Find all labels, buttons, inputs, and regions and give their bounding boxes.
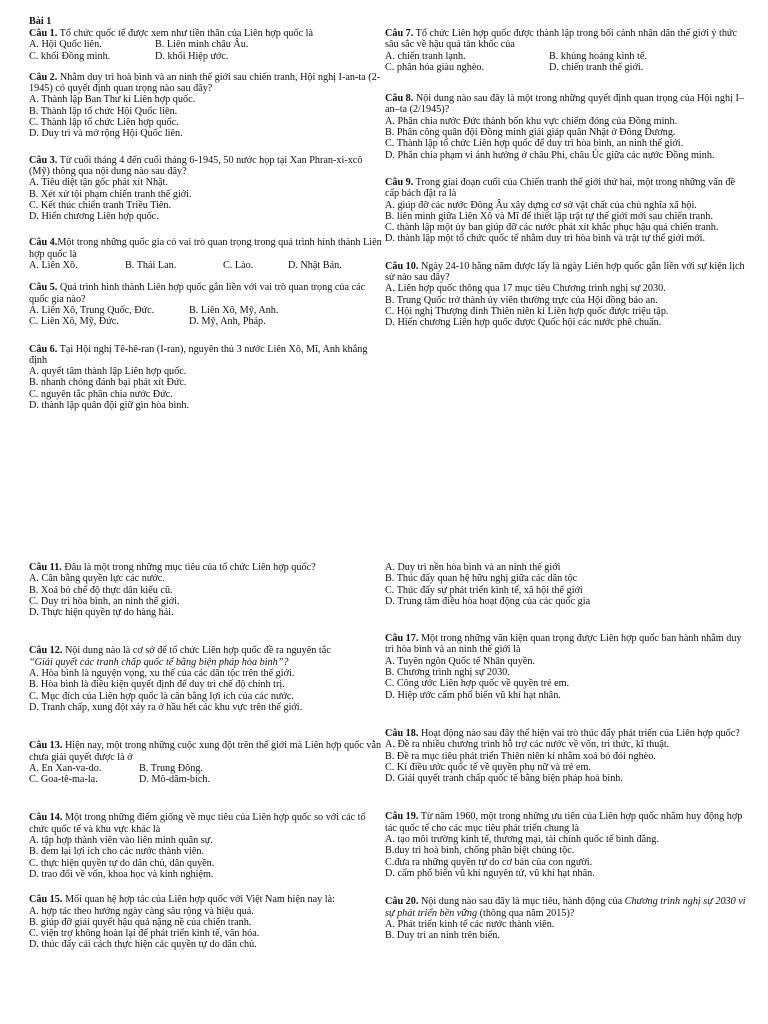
option-c[interactable]: C. Liên Xô, Mỹ, Đức. [29, 316, 119, 328]
question-stem: Tổ chức Liên hợp quốc được thành lập trong bối cảnh nhân dân thế giới ý thức sâu sắc về hậu quả tàn khốc của [385, 28, 737, 51]
option-b[interactable]: B. Liên Xô, Mỹ, Anh. [189, 304, 279, 316]
question-number: Câu 10. [385, 260, 419, 272]
option-d[interactable]: D. Mô-dăm-bích. [139, 774, 211, 786]
option-d[interactable]: D. khối Hiệp ước. [155, 50, 229, 62]
option-d[interactable]: D. thúc đẩy cải cách thực hiện các quyền tự do dân chủ. [29, 939, 257, 951]
option-c[interactable]: C. Kết thúc chiến tranh Triều Tiên. [29, 199, 172, 211]
option-b[interactable]: B. Thái Lan. [125, 260, 177, 272]
question-number: Câu 4. [29, 237, 58, 249]
option-a[interactable]: A. Tuyên ngôn Quốc tế Nhân quyền. [385, 655, 535, 667]
question-19 [385, 811, 750, 879]
option-d[interactable]: D. thành lập quân đội giữ gìn hòa bình. [29, 400, 190, 412]
option-a[interactable]: A. Tiêu diệt tận gốc phát xít Nhật. [29, 177, 168, 189]
option-a[interactable]: A. Phát triển kinh tế các nước thành viên. [385, 918, 555, 930]
option-b[interactable]: B. Trung Đông. [139, 762, 203, 774]
question-5 [29, 282, 384, 327]
question-11 [29, 562, 384, 618]
question-number: Câu 2. [29, 71, 58, 83]
question-stem: Tổ chức quốc tế được xem như tiền thân của Liên hợp quốc là [57, 28, 314, 39]
right-bottom-column [385, 562, 750, 941]
option-b[interactable]: B. Duy trì an ninh trên biển. [385, 930, 500, 942]
question-stem: Nội dung nào là cơ sở để tổ chức Liên hợp quốc đề ra nguyên tắc [62, 645, 331, 657]
option-a[interactable]: A. Liên hợp quốc thông qua 17 mục tiêu Chương trình nghị sự 2030. [385, 283, 666, 295]
option-a[interactable]: A. hợp tác theo hướng ngày càng sâu rộng và hiệu quả. [29, 905, 254, 917]
option-a[interactable]: A. Liên Xô. [29, 260, 78, 272]
question-7 [385, 28, 750, 73]
option-c[interactable]: C. thực hiện quyền tự do dân chủ, dân quyền. [29, 857, 215, 869]
question-stem: Ngày 24-10 hằng năm được lấy là ngày Liên hợp quốc gắn liền với sự kiện lịch sử nào sau đây? [385, 260, 745, 284]
option-c[interactable]: C. phân hóa giàu nghèo. [385, 61, 485, 73]
option-d[interactable]: D. Hiến chương Liên hợp quốc được Quốc hội các nước phê chuẩn. [385, 317, 662, 329]
option-d[interactable]: D. Tranh chấp, xung đột xảy ra ở hầu hết các khu vực trên thế giới. [29, 701, 303, 713]
question-17 [385, 633, 750, 701]
question-stem: Quá trình hình thành Liên hợp quốc gắn liền với vai trò quan trọng của các quốc gia nào? [29, 282, 366, 305]
question-13 [29, 740, 384, 785]
question-stem: Từ cuối tháng 4 đến cuối tháng 6-1945, 50 nước họp tại Xan Phran-xi-xcô (Mỹ) thông qua nội dung nào sau đây? [29, 154, 363, 177]
option-d[interactable]: D. Hiệp ước cấm phổ biến vũ khí hạt nhân. [385, 689, 561, 701]
question-stem: Một trong những quốc gia có vai trò quan trọng trong quá trình hình thành Liên hợp quốc là [29, 237, 382, 260]
option-b[interactable]: B. Trung Quốc trở thành ủy viên thường trực của Hội đồng bảo an. [385, 294, 658, 306]
option-c[interactable]: C. thành lập một ủy ban giúp đỡ các nước phát xít khắc phục hậu quả chiến tranh. [385, 222, 719, 234]
question-stem-tail: (thông qua năm 2015)? [477, 907, 575, 919]
question-stem: Nội dung nào sau đây là một trong những quyết định quan trọng của Hội nghị I–an–ta (2/1945)? [385, 93, 744, 116]
question-3 [29, 155, 384, 223]
option-b[interactable]: B. giúp đỡ giải quyết hậu quả nặng nề của chiến tranh. [29, 916, 252, 928]
option-d[interactable]: D. Trung tâm điều hòa hoạt động của các quốc gia [385, 595, 591, 607]
left-top-column [29, 28, 384, 411]
option-b[interactable]: B. Hòa bình là điều kiện quyết định để duy trì chế độ chính trị. [29, 679, 285, 691]
option-d[interactable]: D. cấm phổ biến vũ khí nguyên tử, vũ khí hạt nhân. [385, 867, 595, 879]
option-d[interactable]: D. Thực hiện quyền tự do hàng hải. [29, 607, 174, 619]
option-a[interactable]: A. Duy trì nền hòa bình và an ninh thế giới [385, 562, 561, 573]
option-d[interactable]: D. chiến tranh thế giới. [549, 61, 644, 73]
question-18 [385, 728, 750, 784]
option-b[interactable]: B. Thành lập tổ chức Hội Quốc liên. [29, 105, 178, 117]
option-d[interactable]: D. Duy trì và mở rộng Hội Quốc liên. [29, 128, 183, 140]
question-number: Câu 6. [29, 343, 58, 355]
option-a[interactable]: A. Hội Quốc liên. [29, 39, 102, 51]
page-heading: Bài 1 [29, 16, 52, 27]
option-d[interactable]: D. Hiến chương Liên hợp quốc. [29, 211, 159, 223]
option-a[interactable]: A. quyết tâm thành lập Liên hợp quốc. [29, 366, 187, 378]
left-bottom-column [29, 562, 384, 951]
option-a[interactable]: A. Đề ra nhiều chương trình hỗ trợ các nước về vốn, tri thức, kĩ thuật. [385, 739, 670, 751]
question-number: Câu 5. [29, 282, 58, 294]
option-b[interactable]: B. khủng hoảng kinh tế. [549, 50, 647, 62]
option-d[interactable]: D. thành lập một tổ chức quốc tế nhằm duy trì hòa bình và trật tự thế giới mới. [385, 233, 706, 245]
program-title: Chương trình nghị sự 2030 vì sự phát triển bền vững [385, 896, 746, 919]
option-c[interactable]: C. Thúc đẩy sự phát triển kinh tế, xã hội thế giới [385, 584, 583, 596]
question-stem: Đâu là một trong những mục tiêu của tổ chức Liên hợp quốc? [61, 562, 316, 573]
question-number: Câu 15. [29, 894, 63, 906]
option-b[interactable]: B. Liên minh châu Âu. [155, 39, 249, 51]
option-c[interactable]: C. nguyên tắc phân chia nước Đức. [29, 388, 173, 400]
option-d[interactable]: D. trao đổi về vốn, khoa học và kinh nghiệm. [29, 868, 214, 880]
option-b[interactable]: B. Đề ra mục tiêu phát triển Thiên niên kỉ nhằm xoá bỏ đói nghèo. [385, 750, 656, 762]
option-a[interactable]: A. Cân bằng quyền lực các nước. [29, 573, 165, 585]
question-number: Câu 20. [385, 896, 419, 908]
option-d[interactable]: D. Mỹ, Anh, Pháp. [189, 316, 266, 328]
question-number: Câu 8. [385, 93, 414, 105]
question-stem: Hiện nay, một trong những cuộc xung đột trên thế giới mà Liên hợp quốc vẫn chưa giải quyết được là ở [29, 740, 382, 763]
question-number: Câu 18. [385, 727, 419, 739]
question-stem: Một trong những điểm giống về mục tiêu của Liên hợp quốc so với các tổ chức quốc tế và khu vực khác là [29, 812, 366, 835]
question-16-options [385, 562, 750, 607]
option-c[interactable]: C. khối Đồng minh. [29, 50, 111, 62]
question-stem: Hoạt động nào sau đây thể hiện vai trò thúc đẩy phát triển của Liên hợp quốc? [418, 727, 740, 739]
option-d[interactable]: D. Phân chia phạm vi ảnh hưởng ở châu Phi, châu Úc giữa các nước Đồng minh. [385, 149, 715, 161]
question-quote: “Giải quyết các tranh chấp quốc tế bằng biện pháp hòa bình”? [29, 656, 289, 668]
option-c[interactable]: C. Thành lập tổ chức Liên hợp quốc. [29, 117, 179, 129]
question-number: Câu 19. [385, 811, 419, 823]
question-number: Câu 11. [29, 562, 62, 573]
option-a[interactable]: A. Hòa bình là nguyện vọng, xu thế của các dân tộc trên thế giới. [29, 668, 295, 680]
option-a[interactable]: A. tạo môi trường kinh tế, thương mại, tài chính quốc tế bình đẳng. [385, 834, 659, 846]
question-1 [29, 28, 384, 62]
option-c[interactable]: C. Hội nghị Thượng đỉnh Thiên niên kỉ Liên hợp quốc được triệu tập. [385, 305, 669, 317]
option-c[interactable]: C. Kí điều ước quốc tế về quyền phụ nữ và trẻ em. [385, 761, 591, 773]
question-stem: Trong giai đoạn cuối của Chiến tranh thế giới thứ hai, một trong những vấn đề cấp bách đặt ra là [385, 176, 736, 200]
option-d[interactable]: D. Nhật Bản. [288, 260, 342, 272]
right-top-column [385, 28, 750, 329]
option-c[interactable]: C. Thành lập tổ chức Liên hợp quốc để duy trì hòa bình, an ninh thế giới. [385, 138, 684, 150]
question-10 [385, 261, 750, 329]
option-c[interactable]: C. Goa-tê-ma-la. [29, 774, 98, 786]
option-c[interactable]: C. viện trợ không hoàn lại để phát triển kinh tế, văn hóa. [29, 928, 260, 940]
question-number: Câu 1. [29, 28, 58, 39]
question-14 [29, 812, 384, 880]
option-b[interactable]: B. Chương trình nghị sự 2030. [385, 667, 510, 679]
heading-col [29, 16, 51, 27]
question-stem: Nội dung nào sau đây là mục tiêu, hành động của [418, 896, 625, 908]
option-b[interactable]: B. liên minh giữa Liên Xô và Mĩ để thiết lập trật tự thế giới mới sau chiến tranh. [385, 210, 713, 222]
question-number: Câu 3. [29, 154, 58, 166]
question-12 [29, 645, 384, 713]
option-b[interactable]: B. Phân công quân đội Đồng minh giải giáp quân Nhật ở Đông Dương. [385, 127, 676, 139]
option-b[interactable]: B. nhanh chóng đánh bại phát xít Đức. [29, 377, 187, 389]
option-a[interactable]: A. tập hợp thành viên vào liên minh quân sự. [29, 835, 213, 847]
question-number: Câu 17. [385, 633, 419, 645]
question-20 [385, 896, 750, 941]
question-stem: Từ năm 1960, một trong những ưu tiên của Liên hợp quốc nhằm huy động hợp tác quốc tế cho các mục tiêu phát triển chung là [385, 811, 743, 834]
option-c[interactable]: C. Duy trì hòa bình, an ninh thế giới. [29, 595, 180, 607]
question-2 [29, 72, 384, 140]
question-number: Câu 12. [29, 645, 63, 657]
question-8 [385, 93, 750, 161]
option-c[interactable]: C. Lào. [223, 260, 254, 272]
option-a[interactable]: A. Phân chia nước Đức thành bốn khu vực chiếm đóng của Đồng minh. [385, 115, 678, 127]
option-a[interactable]: A. Thành lập Ban Thư kí Liên hợp quốc. [29, 94, 196, 106]
option-c[interactable]: C.đưa ra những quyền tự do cơ bản của con người. [385, 856, 593, 868]
question-number: Câu 13. [29, 740, 63, 752]
option-c[interactable]: C. Công ước Liên hợp quốc về quyền trẻ em. [385, 678, 570, 690]
option-b[interactable]: B.duy trì hoà bình, chống phân biệt chủng tộc. [385, 845, 575, 857]
question-stem: Một trong những văn kiện quan trọng được Liên hợp quốc ban hành nhằm duy trì hòa bình và an ninh thế giới là [385, 633, 742, 656]
question-number: Câu 9. [385, 176, 414, 188]
question-15 [29, 894, 384, 950]
question-4 [29, 237, 384, 271]
option-b[interactable]: B. Xét xử tội phạm chiến tranh thế giới. [29, 188, 192, 200]
question-stem: Tại Hội nghị Tê-hê-ran (I-ran), nguyên thủ 3 nước Liên Xô, Mĩ, Anh khẳng định [29, 343, 368, 366]
question-number: Câu 14. [29, 812, 63, 824]
question-stem: Mối quan hệ hợp tác của Liên hợp quốc với Việt Nam hiện nay là: [62, 894, 335, 906]
option-a[interactable]: A. giúp đỡ các nước Đông Âu xây dựng cơ sở vật chất của chủ nghĩa xã hội. [385, 199, 697, 211]
option-b[interactable]: B. Xoá bỏ chế độ thực dân kiểu cũ. [29, 584, 173, 596]
option-a[interactable]: A. chiến tranh lạnh. [385, 50, 466, 62]
option-b[interactable]: B. đem lại lợi ích cho các nước thành viên. [29, 846, 204, 858]
question-6 [29, 344, 384, 412]
option-c[interactable]: C. Mục đích của Liên hợp quốc là cân bằng lợi ích của các nước. [29, 690, 294, 702]
question-9 [385, 177, 750, 245]
question-stem: Nhằm duy trì hoà bình và an ninh thế giới sau chiến tranh, Hội nghị I-an-ta (2-1945) có quyết định quan trọng nào sau đây? [29, 71, 381, 95]
question-number: Câu 7. [385, 28, 414, 39]
option-b[interactable]: B. Thúc đẩy quan hệ hữu nghị giữa các dân tộc [385, 573, 578, 585]
option-a[interactable]: A. Liên Xô, Trung Quốc, Đức. [29, 304, 155, 316]
option-d[interactable]: D. Giải quyết tranh chấp quốc tế bằng biện pháp hoà bình. [385, 773, 623, 785]
option-a[interactable]: A. En Xan-va-do. [29, 762, 102, 774]
